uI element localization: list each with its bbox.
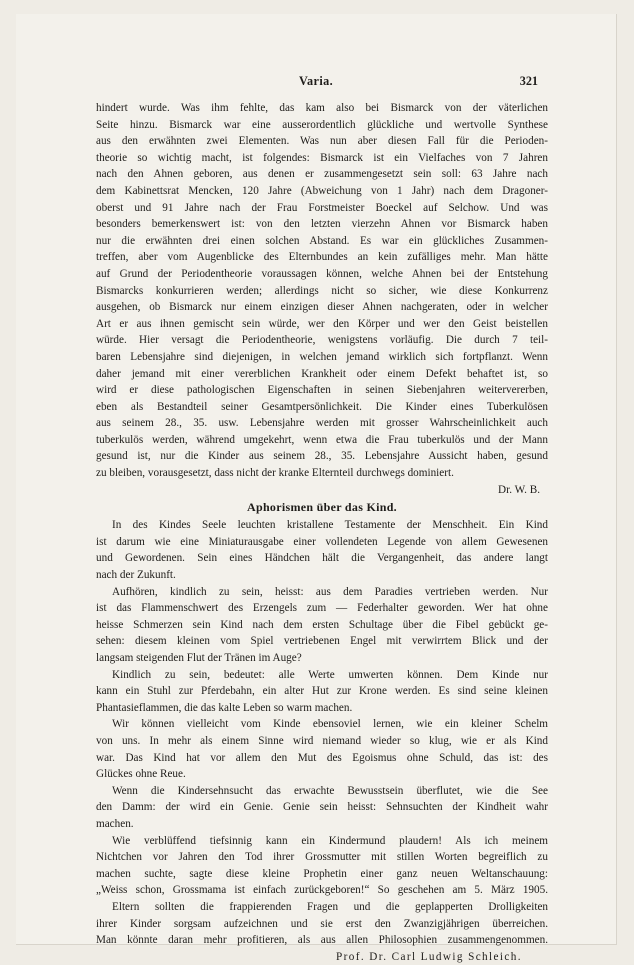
body-text [96,100,548,965]
author-signature: Dr. W. B. [498,483,540,496]
article-bismarck [96,100,548,498]
text-line: Phantasieflammen, die das kalte Leben so warm machen. [96,701,353,714]
text-line: ist darum wie eine Miniaturausgabe einer vollendeten Legende von allem Gewesenen [96,535,548,548]
text-line: Eltern sollten die frappierenden Fragen und die geplapperten Drolligkeiten [112,900,548,913]
book-page [16,14,617,963]
page-number: 321 [519,74,538,88]
text-line: wird er diese pathologischen Eigenschaften in seinen Siebenjahren weitervererben, [96,384,548,397]
text-line: Bismarcks konkurrieren werden; allerdings nicht so sicher, wie diese Konkurrenz [96,284,548,297]
text-line: heisse Schmerzen sein Kind nach dem ersten Schultage über die Fibel gebückt ge- [96,618,548,631]
page-header [16,74,616,92]
running-title: Varia. [298,74,334,88]
text-line: nach den Ahnen geboren, aus denen er zusammengesetzt sein soll: 63 Jahre nach [96,168,548,181]
text-line: würde. Hier versagt die Periodentheorie, wenigstens vorläufig. Die durch 7 teil- [96,334,548,347]
text-line: „Weiss schon, Grossmama ist einfach zurückgeboren!“ So geschehen am 5. März 1905. [96,884,548,897]
text-line: zu bleiben, vorausgesetzt, dass nicht der kranke Elternteil durchwegs dominiert. [96,467,454,480]
author-signature: Prof. Dr. Carl Ludwig Schleich. [335,950,522,963]
text-line: aus den erwähnten zwei Elementen. Was nun aber diesen Fall für die Perioden- [96,135,548,148]
text-line: hindert wurde. Was ihm fehlte, das kam also bei Bismarck von der väterlichen [96,102,548,114]
text-line: war. Das Kind hat vor allem den Mut des Egoismus ohne Schuld, das ist: des [96,751,548,764]
text-line: ist das Flammenschwert des Erzengels zum — Federhalter geworden. Wer hat ohne [96,602,548,615]
text-line: von uns. In mehr als einem Sinne wird niemand wieder so klug, wie er als Kind [96,734,548,747]
text-line: Wie verblüffend tiefsinnig kann ein Kindermund plaudern! Als ich meinem [112,834,548,847]
text-line: eben als Bestandteil seiner Gesamtpersönlichkeit. Die Kinder eines Tuberkulösen [96,400,548,413]
text-line: machen suchte, sagte diese kleine Prophetin einer ganz neuen Weltanschauung: [96,867,548,880]
text-line: daher jemand mit einer vererblichen Krankheit oder einem Defekt behaftet ist, so [96,367,548,380]
text-line: kann ein Stuhl zur Pferdebahn, ein alter Hut zur Krone werden. Es sind seine kleinen [96,685,548,698]
text-line: Kindlich zu sein, bedeutet: alle Werte umwerten können. Dem Kinde nur [112,668,548,681]
text-line: gesund ist, nur die Kinder aus seinem 28., 35. Lebensjahre Aussicht haben, gesund [96,450,548,463]
text-line: aus seinem 28., 35. usw. Lebensjahre werden mit grosser Wahrscheinlichkeit auch [96,417,548,430]
text-line: ihrer Kinder sorgsam aufzeichnen und sie erst den Zwanzigjährigen überreichen. [96,917,548,930]
text-line: Aufhören, kindlich zu sein, heisst: aus dem Paradies vertrieben werden. Nur [112,585,548,598]
text-line: ausgehen, ob Bismarck nur einem einzigen dieser Ahnen nachgeraten, oder in welcher [96,301,548,314]
text-line: In des Kindes Seele leuchten kristallene Testamente der Menschheit. Ein Kind [112,519,548,532]
text-line: Wenn die Kindersehnsucht das erwachte Bewusstsein überflutet, wie die See [112,784,548,797]
text-line: treffen, aber vom Augenblicke des Elternbundes an kein zufälliges mehr. Man hätte [96,251,548,264]
article-aphorismen [96,498,548,965]
text-line: tuberkulös werden, während umgekehrt, wenn etwa die Frau tuberkulös und der Mann [96,433,548,446]
text-line: nur die erwähnten drei einen solchen Abstand. Es war ein glückliches Zusammen- [96,234,548,247]
text-line: sehen: diesem kleinen vom Spiel vertriebenen Engel mit verwirrtem Blick und der [96,635,548,648]
text-line: nach der Zukunft. [96,569,176,582]
text-line: besonders bemerkenswert ist: von den letzten vierzehn Ahnen vor Bismarck haben [96,218,548,231]
text-line: Man könnte daran mehr profitieren, als aus allen Philosophien zusammengenommen. [96,934,548,947]
text-line: machen. [96,817,134,830]
section-title: Aphorismen über das Kind. [247,500,397,515]
text-line: den Damm: der wird ein Genie. Genie sein heisst: Sehnsuchten der Kindheit wahr [96,801,548,814]
text-line: langsam steigenden Flut der Tränen im Auge? [96,652,302,664]
text-line: Wir können vielleicht vom Kinde ebensoviel lernen, wie ein kleiner Schelm [112,718,548,731]
text-line: Seite hinzu. Bismarck war eine ausserordentlich glückliche und wertvolle Synthese [96,118,548,131]
text-line: Glückes ohne Reue. [96,768,186,781]
text-line: baren Lebensjahre sind diejenigen, in welchen jemand wirklich sich fortpflanzt. Wenn [96,350,548,363]
text-line: und Gewordenen. Sein eines Händchen hält die Vergangenheit, das andere langt [96,552,548,565]
text-line: auf Grund der Periodentheorie voraussagen können, welche Ahnen bei der Entstehung [96,267,548,280]
text-line: dem Kabinettsrat Mencken, 120 Jahre (Abweichung von 1 Jahr) nach dem Dragoner- [96,184,548,197]
text-line: theorie so wichtig macht, ist folgendes: Bismarck ist ein Vielfaches von 7 Jahren [96,151,548,164]
text-line: Nichtchen vor Jahren den Tod ihrer Grossmutter mit stillen Worten begreiflich zu [96,851,548,864]
text-line: Art er aus ihnen gemischt sein würde, wer den Körper und wer den Geist beistellen [96,317,548,330]
text-line: oberst und 91 Jahre nach der Frau Forstmeister Boeckel auf Selchow. Und was [96,201,548,214]
